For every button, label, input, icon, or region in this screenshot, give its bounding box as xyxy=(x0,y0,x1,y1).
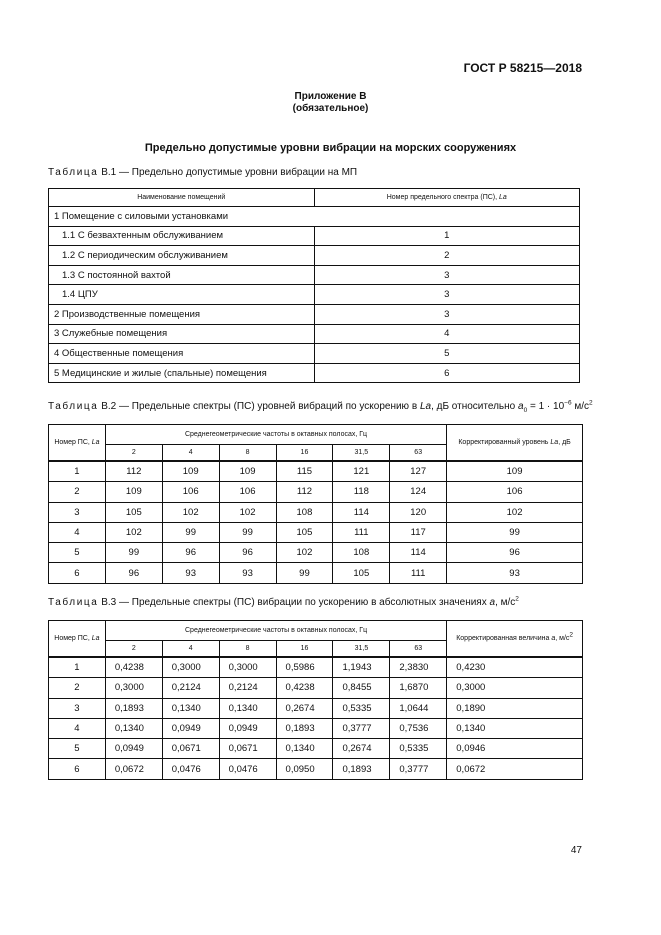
table2-frequency-header: 8 xyxy=(219,445,276,462)
table2-frequency-header: 4 xyxy=(162,445,219,462)
table3-spectrum-number: 2 xyxy=(49,678,106,698)
table1-group-name: 1 Помещение с силовыми установками xyxy=(49,207,580,227)
table1-spectrum-number: 3 xyxy=(314,304,579,324)
table1-spectrum-number: 6 xyxy=(314,363,579,383)
table2-caption: Таблица В.2 — Предельные спектры (ПС) уровней вибраций по ускорению в La, дБ относительно $a_0 = 1 \cdot 10^{-6}$ $м/с^2$ xyxy=(48,399,593,414)
table3-corrected-value: 0,4230 xyxy=(447,657,583,678)
table3-band-value: 0,3000 xyxy=(219,657,276,678)
table2-corrected-value: 93 xyxy=(447,563,583,583)
table3-band-value: 0,2124 xyxy=(162,678,219,698)
table3-band-value: 0,0671 xyxy=(219,739,276,759)
table2-frequency-header: 31,5 xyxy=(333,445,390,462)
table3-frequency-header: 8 xyxy=(219,641,276,658)
table2-band-value: 114 xyxy=(333,502,390,522)
table-row xyxy=(49,759,583,779)
table-row xyxy=(49,678,583,698)
table3-band-value: 0,0671 xyxy=(162,739,219,759)
table2-spectrum-number: 4 xyxy=(49,522,106,542)
table2-band-value: 105 xyxy=(333,563,390,583)
table2-band-value: 109 xyxy=(219,461,276,482)
table-1 xyxy=(48,188,580,383)
table2-corrected-value: 106 xyxy=(447,482,583,502)
table-2 xyxy=(48,424,583,584)
table2-band-value: 109 xyxy=(162,461,219,482)
table3-band-value: 0,1340 xyxy=(105,718,162,738)
table2-band-value: 96 xyxy=(105,563,162,583)
table2-band-value: 109 xyxy=(105,482,162,502)
table-row xyxy=(49,698,583,718)
table3-band-value: 0,4238 xyxy=(105,657,162,678)
table-row xyxy=(49,461,583,482)
table3-band-value: 0,1340 xyxy=(162,698,219,718)
table3-band-value: 0,5335 xyxy=(390,739,447,759)
table2-band-value: 108 xyxy=(333,543,390,563)
table3-band-value: 0,0476 xyxy=(162,759,219,779)
table1-room-name: 1.4 ЦПУ xyxy=(49,285,315,305)
table2-band-value: 99 xyxy=(219,522,276,542)
table2-header-frequencies: Среднегеометрические частоты в октавных полосах, Гц xyxy=(105,425,446,445)
table3-corrected-value: 0,3000 xyxy=(447,678,583,698)
table3-band-value: 0,1893 xyxy=(333,759,390,779)
table2-band-value: 117 xyxy=(390,522,447,542)
table2-band-value: 96 xyxy=(219,543,276,563)
table3-band-value: 0,5335 xyxy=(333,698,390,718)
table3-band-value: 0,2674 xyxy=(276,698,333,718)
table2-spectrum-number: 6 xyxy=(49,563,106,583)
table3-corrected-value: 0,0946 xyxy=(447,739,583,759)
table-row xyxy=(49,482,583,502)
table2-band-value: 102 xyxy=(219,502,276,522)
table3-band-value: 0,0949 xyxy=(105,739,162,759)
table3-caption: Таблица В.3 — Предельные спектры (ПС) вибрации по ускорению в абсолютных значениях a, $м/с^2$ xyxy=(48,595,519,608)
table2-band-value: 99 xyxy=(105,543,162,563)
table2-band-value: 106 xyxy=(219,482,276,502)
table1-spectrum-number: 2 xyxy=(314,246,579,266)
table1-room-name: 3 Служебные помещения xyxy=(49,324,315,344)
table-row xyxy=(49,718,583,738)
table2-band-value: 102 xyxy=(105,522,162,542)
table2-band-value: 114 xyxy=(390,543,447,563)
table2-band-value: 127 xyxy=(390,461,447,482)
table3-spectrum-number: 4 xyxy=(49,718,106,738)
table3-frequency-header: 4 xyxy=(162,641,219,658)
table2-spectrum-number: 2 xyxy=(49,482,106,502)
table2-band-value: 99 xyxy=(162,522,219,542)
table3-band-value: 0,0476 xyxy=(219,759,276,779)
table1-room-name: 5 Медицинские и жилые (спальные) помещения xyxy=(49,363,315,383)
table1-room-name: 1.2 С периодическим обслуживанием xyxy=(49,246,315,266)
table2-band-value: 118 xyxy=(333,482,390,502)
table1-header-level: Номер предельного спектра (ПС), La xyxy=(314,189,579,207)
table2-band-value: 112 xyxy=(105,461,162,482)
table2-band-value: 106 xyxy=(162,482,219,502)
table3-band-value: 1,6870 xyxy=(390,678,447,698)
table3-band-value: 0,2124 xyxy=(219,678,276,698)
table3-spectrum-number: 5 xyxy=(49,739,106,759)
table2-band-value: 102 xyxy=(276,543,333,563)
table2-corrected-value: 109 xyxy=(447,461,583,482)
table-row xyxy=(49,739,583,759)
table1-header-name: Наименование помещений xyxy=(49,189,315,207)
table3-band-value: 0,0949 xyxy=(162,718,219,738)
table2-band-value: 105 xyxy=(276,522,333,542)
table3-frequency-header: 31,5 xyxy=(333,641,390,658)
table1-room-name: 2 Производственные помещения xyxy=(49,304,315,324)
table-row xyxy=(49,543,583,563)
table1-room-name: 4 Общественные помещения xyxy=(49,344,315,364)
table2-corrected-value: 102 xyxy=(447,502,583,522)
table3-band-value: 0,1340 xyxy=(276,739,333,759)
table3-band-value: 0,5986 xyxy=(276,657,333,678)
table3-band-value: 0,4238 xyxy=(276,678,333,698)
table3-header-number: Номер ПС, La xyxy=(49,621,106,658)
table1-room-name: 1.1 С безвахтенным обслуживанием xyxy=(49,226,315,246)
table3-spectrum-number: 1 xyxy=(49,657,106,678)
table2-band-value: 115 xyxy=(276,461,333,482)
table2-band-value: 105 xyxy=(105,502,162,522)
table-row xyxy=(49,344,580,364)
table-row xyxy=(49,324,580,344)
table-row xyxy=(49,246,580,266)
table3-spectrum-number: 3 xyxy=(49,698,106,718)
table1-spectrum-number: 3 xyxy=(314,265,579,285)
table1-caption: Таблица В.1 — Предельно допустимые уровни вибрации на МП xyxy=(48,167,358,178)
table2-spectrum-number: 5 xyxy=(49,543,106,563)
table3-band-value: 0,3000 xyxy=(105,678,162,698)
table3-band-value: 0,1893 xyxy=(105,698,162,718)
table3-band-value: 0,2674 xyxy=(333,739,390,759)
table2-band-value: 124 xyxy=(390,482,447,502)
table2-spectrum-number: 1 xyxy=(49,461,106,482)
table-row xyxy=(49,304,580,324)
table2-header-number: Номер ПС, La xyxy=(49,425,106,462)
table2-band-value: 102 xyxy=(162,502,219,522)
table3-corrected-value: 0,1340 xyxy=(447,718,583,738)
table3-band-value: 1,1943 xyxy=(333,657,390,678)
table3-band-value: 1,0644 xyxy=(390,698,447,718)
table-row xyxy=(49,226,580,246)
table3-band-value: 0,1893 xyxy=(276,718,333,738)
table3-band-value: 0,3000 xyxy=(162,657,219,678)
table3-band-value: 0,0672 xyxy=(105,759,162,779)
table-row xyxy=(49,265,580,285)
table3-band-value: 0,1340 xyxy=(219,698,276,718)
table-row xyxy=(49,502,583,522)
table3-band-value: 2,3830 xyxy=(390,657,447,678)
table-row xyxy=(49,563,583,583)
table2-band-value: 99 xyxy=(276,563,333,583)
table3-band-value: 0,7536 xyxy=(390,718,447,738)
table1-spectrum-number: 4 xyxy=(314,324,579,344)
table3-spectrum-number: 6 xyxy=(49,759,106,779)
table2-spectrum-number: 3 xyxy=(49,502,106,522)
table2-corrected-value: 96 xyxy=(447,543,583,563)
table2-frequency-header: 63 xyxy=(390,445,447,462)
table2-band-value: 120 xyxy=(390,502,447,522)
table2-band-value: 93 xyxy=(162,563,219,583)
table2-corrected-value: 99 xyxy=(447,522,583,542)
appendix-title: Приложение В xyxy=(294,91,367,102)
table1-spectrum-number: 1 xyxy=(314,226,579,246)
table-row xyxy=(49,285,580,305)
table-row xyxy=(49,657,583,678)
table3-corrected-value: 0,0672 xyxy=(447,759,583,779)
table2-frequency-header: 2 xyxy=(105,445,162,462)
table-3 xyxy=(48,620,583,780)
table1-spectrum-number: 3 xyxy=(314,285,579,305)
table1-room-name: 1.3 С постоянной вахтой xyxy=(49,265,315,285)
table-row xyxy=(49,363,580,383)
table3-band-value: 0,0950 xyxy=(276,759,333,779)
table3-band-value: 0,8455 xyxy=(333,678,390,698)
table3-header-corrected: Корректированная величина a, $м/с^2$ xyxy=(447,621,583,658)
document-code: ГОСТ Р 58215—2018 xyxy=(463,61,582,75)
table3-band-value: 0,3777 xyxy=(333,718,390,738)
table2-band-value: 111 xyxy=(333,522,390,542)
main-title: Предельно допустимые уровни вибрации на морских сооружениях xyxy=(144,142,517,154)
table3-frequency-header: 63 xyxy=(390,641,447,658)
table2-band-value: 108 xyxy=(276,502,333,522)
table3-corrected-value: 0,1890 xyxy=(447,698,583,718)
table3-band-value: 0,3777 xyxy=(390,759,447,779)
table2-band-value: 93 xyxy=(219,563,276,583)
table3-band-value: 0,0949 xyxy=(219,718,276,738)
table2-frequency-header: 16 xyxy=(276,445,333,462)
table2-band-value: 112 xyxy=(276,482,333,502)
table2-band-value: 121 xyxy=(333,461,390,482)
table1-spectrum-number: 5 xyxy=(314,344,579,364)
table3-frequency-header: 2 xyxy=(105,641,162,658)
table2-header-corrected: Корректированный уровень La, дБ xyxy=(447,425,583,462)
page-number: 47 xyxy=(570,845,582,856)
appendix-status: (обязательное) xyxy=(292,103,369,114)
table-row xyxy=(49,207,580,227)
table2-band-value: 111 xyxy=(390,563,447,583)
table3-header-frequencies: Среднегеометрические частоты в октавных полосах, Гц xyxy=(105,621,446,641)
table3-frequency-header: 16 xyxy=(276,641,333,658)
table2-band-value: 96 xyxy=(162,543,219,563)
table-row xyxy=(49,522,583,542)
